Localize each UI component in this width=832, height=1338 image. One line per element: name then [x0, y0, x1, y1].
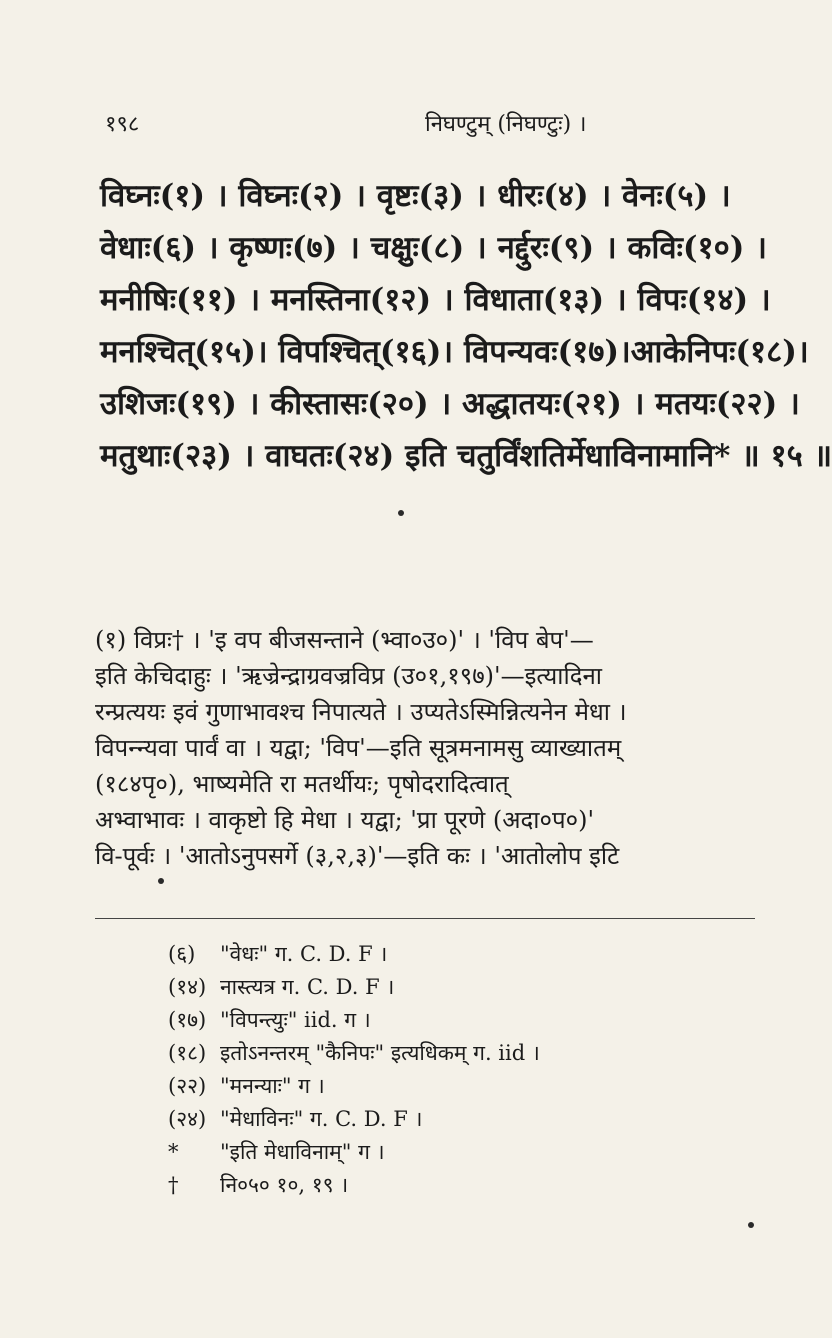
footnote-text: नास्त्यत्र ग. C. D. F ।	[220, 975, 395, 999]
commentary-line: वि-पूर्वः । 'आतोऽनुपसर्गे (३,२,३)'—इति कः । 'आतोलोप इटि	[95, 842, 620, 870]
footnote	[168, 1004, 758, 1037]
footnote-mark: †	[168, 1173, 179, 1197]
footnote-mark: (२२)	[168, 1074, 207, 1098]
footnote-divider	[95, 918, 755, 919]
footnote-mark: (१४)	[168, 975, 207, 999]
commentary-block	[95, 622, 755, 874]
ink-dot	[158, 878, 164, 884]
footnote-text: नि०५० १०, १९ ।	[220, 1173, 349, 1197]
verse-line: विघ्नः(१) । विघ्नः(२) । वृष्टः(३) । धीरः(४) । वेनः(५) ।	[100, 178, 731, 214]
verse-block	[100, 170, 832, 482]
verse-line: उशिजः(१९) । कीस्तासः(२०) । अद्धातयः(२१) । मतयः(२२) ।	[100, 386, 800, 422]
verse-line: मनीषिः(११) । मनस्तिना(१२) । विधाता(१३) । विपः(१४) ।	[100, 282, 771, 318]
footnote	[168, 938, 758, 971]
commentary-line: अभ्वाभावः । वाकृष्टो हि मेधा । यद्वा; 'प्रा पूरणे (अदा०प०)'	[95, 806, 595, 834]
page-number: १९८	[105, 112, 140, 137]
footnote-mark: (२४)	[168, 1107, 207, 1131]
footnote-text: "मनन्याः" ग ।	[220, 1074, 325, 1098]
verse-line: वेधाः(६) । कृष्णः(७) । चक्षुः(८) । नर्द्दुरः(९) । कविः(१०) ।	[100, 230, 767, 266]
footnote	[168, 1169, 758, 1202]
footnote	[168, 1037, 758, 1070]
verse-line: मनश्चित्(१५)। विपश्चित्(१६)। विपन्यवः(१७)।आकेनिपः(१८)।	[100, 334, 809, 370]
footnote-text: "वेधः" ग. C. D. F ।	[220, 942, 388, 966]
footnote	[168, 971, 758, 1004]
footnote-text: "मेधाविनः" ग. C. D. F ।	[220, 1107, 423, 1131]
ink-dot	[398, 510, 404, 516]
commentary-line: रन्प्रत्ययः इवं गुणाभावश्च निपात्यते । उप्यतेऽस्मिन्नित्यनेन मेधा ।	[95, 698, 627, 726]
commentary-line: विपन्न्यवा पार्वं वा । यद्वा; 'विप'—इति सूत्रमनामसु व्याख्यातम्	[95, 734, 622, 762]
page-header	[105, 108, 740, 138]
footnote-mark: (१८)	[168, 1041, 207, 1065]
footnote	[168, 1070, 758, 1103]
footnotes-block	[168, 938, 758, 1202]
footnote	[168, 1136, 758, 1169]
commentary-line: (१८४पृ०), भाष्यमेति रा मतर्थीयः; पृषोदरादित्वात्	[95, 770, 509, 798]
footnote-mark: (१७)	[168, 1008, 207, 1032]
footnote	[168, 1103, 758, 1136]
verse-line: मतुथाः(२३) । वाघतः(२४) इति चतुर्विंशतिर्मेधाविनामानि* ॥ १५ ॥	[100, 438, 832, 474]
footnote-mark: *	[168, 1140, 179, 1164]
commentary-line: (१) विप्रः† । 'इ वप बीजसन्ताने (भ्वा०उ०)' । 'विप बेप'—	[95, 626, 594, 654]
running-title: निघण्टुम् (निघण्टुः) ।	[425, 112, 587, 137]
footnote-text: इतोऽनन्तरम् "कैनिपः" इत्यधिकम् ग. iid ।	[220, 1041, 540, 1065]
ink-dot	[748, 1222, 754, 1228]
commentary-line: इति केचिदाहुः । 'ऋज्रेन्द्राग्रवज्रविप्र (उ०१,१९७)'—इत्यादिना	[95, 662, 603, 690]
footnote-text: "इति मेधाविनाम्" ग ।	[220, 1140, 385, 1164]
footnote-text: "विपन्त्युः" iid. ग ।	[220, 1008, 371, 1032]
footnote-mark: (६)	[168, 942, 196, 966]
